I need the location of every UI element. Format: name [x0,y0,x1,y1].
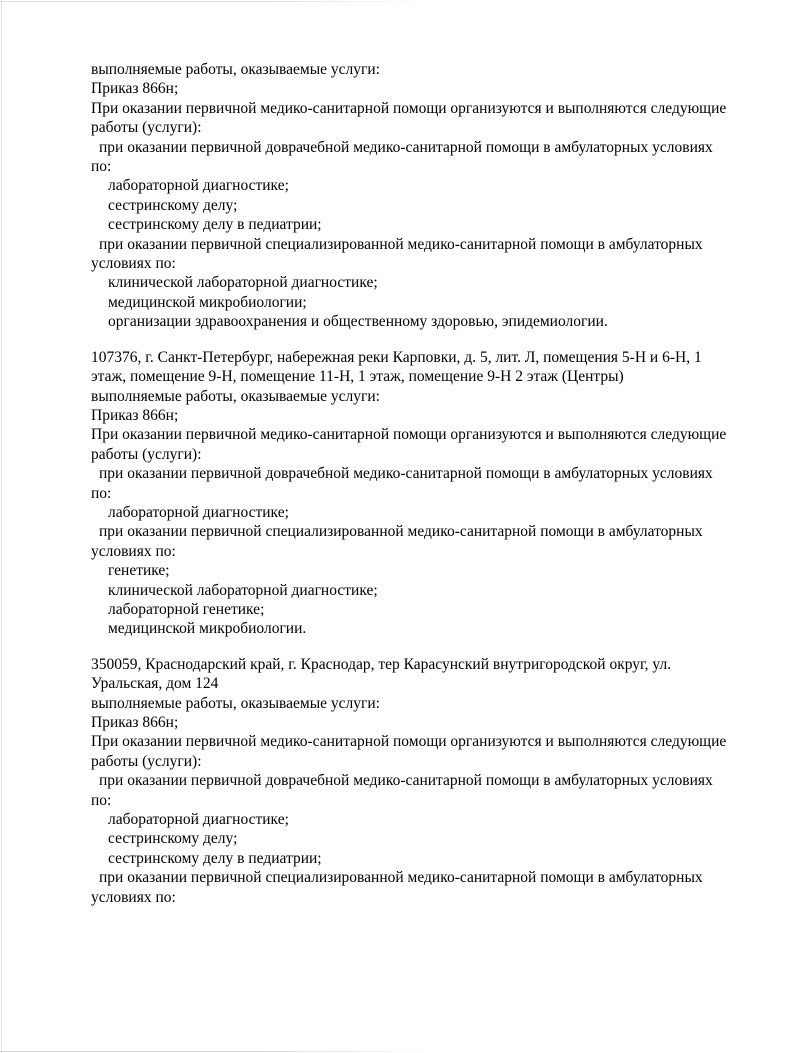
text-section-2 [91,348,738,639]
text-line: лабораторной диагностике; [108,811,289,829]
text-line: при оказании первичной специализированной медико-санитарной помощи в амбулаторных [99,869,703,887]
text-line: при оказании первичной доврачебной медико-санитарной помощи в амбулаторных условиях [99,772,713,790]
page-bottom-edge-line [0,1051,436,1052]
text-section-3 [91,655,738,907]
text-line: по: [91,158,112,176]
text-line: Приказ 866н; [91,80,179,98]
text-line: работы (услуги): [91,445,202,463]
text-line: При оказании первичной медико-санитарной помощи организуются и выполняются следующие [91,733,727,751]
text-line: клинической лабораторной диагностике; [108,581,378,599]
text-line: при оказании первичной специализированной медико-санитарной помощи в амбулаторных [99,235,703,253]
text-line: сестринскому делу в педиатрии; [108,216,322,234]
text-line: условиях по: [91,888,176,906]
text-line: выполняемые работы, оказываемые услуги: [91,61,380,78]
text-line: При оказании первичной медико-санитарной помощи организуются и выполняются следующие [91,99,727,117]
text-line: сестринскому делу; [108,830,238,848]
text-line: по: [91,484,112,502]
text-line: 350059, Краснодарский край, г. Краснодар, тер Карасунский внутригородской округ, ул. [91,655,672,673]
text-line: сестринскому делу; [108,196,238,214]
text-line: Приказ 866н; [91,714,179,731]
text-line: медицинской микробиологии; [108,293,307,311]
text-line: работы (услуги): [91,752,202,770]
text-line: выполняемые работы, оказываемые услуги: [91,387,380,405]
text-line: условиях по: [91,542,176,560]
text-line: при оказании первичной специализированной медико-санитарной помощи в амбулаторных [99,523,703,541]
text-line: условиях по: [91,255,176,273]
page-top-edge-line [0,1,436,2]
text-line: лабораторной генетике; [108,600,265,618]
text-line: сестринскому делу в педиатрии; [108,849,322,867]
text-line: клинической лабораторной диагностике; [108,274,378,292]
text-line: при оказании первичной доврачебной медико-санитарной помощи в амбулаторных условиях [99,138,713,156]
text-line: лабораторной диагностике; [108,177,289,195]
text-line: по: [91,791,112,809]
text-line: 107376, г. Санкт-Петербург, набережная реки Карповки, д. 5, лит. Л, помещения 5-Н и 6-Н, 1 [91,348,702,366]
text-line: При оказании первичной медико-санитарной помощи организуются и выполняются следующие [91,426,727,444]
text-line: Уральская, дом 124 [91,675,219,693]
text-line: этаж, помещение 9-Н, помещение 11-Н, 1 этаж, помещение 9-Н 2 этаж (Центры) [91,368,624,386]
text-line: при оказании первичной доврачебной медико-санитарной помощи в амбулаторных условиях [99,465,713,483]
text-line: Приказ 866н; [91,406,179,424]
text-line: медицинской микробиологии. [108,620,307,638]
page-left-edge-line [1,0,2,1053]
text-section-1 [91,60,738,332]
text-line: выполняемые работы, оказываемые услуги: [91,694,380,712]
text-line: работы (услуги): [91,119,202,137]
text-line: организации здравоохранения и общественному здоровью, эпидемиологии. [108,313,608,331]
text-line: генетике; [108,562,170,580]
text-line: лабораторной диагностике; [108,503,289,521]
